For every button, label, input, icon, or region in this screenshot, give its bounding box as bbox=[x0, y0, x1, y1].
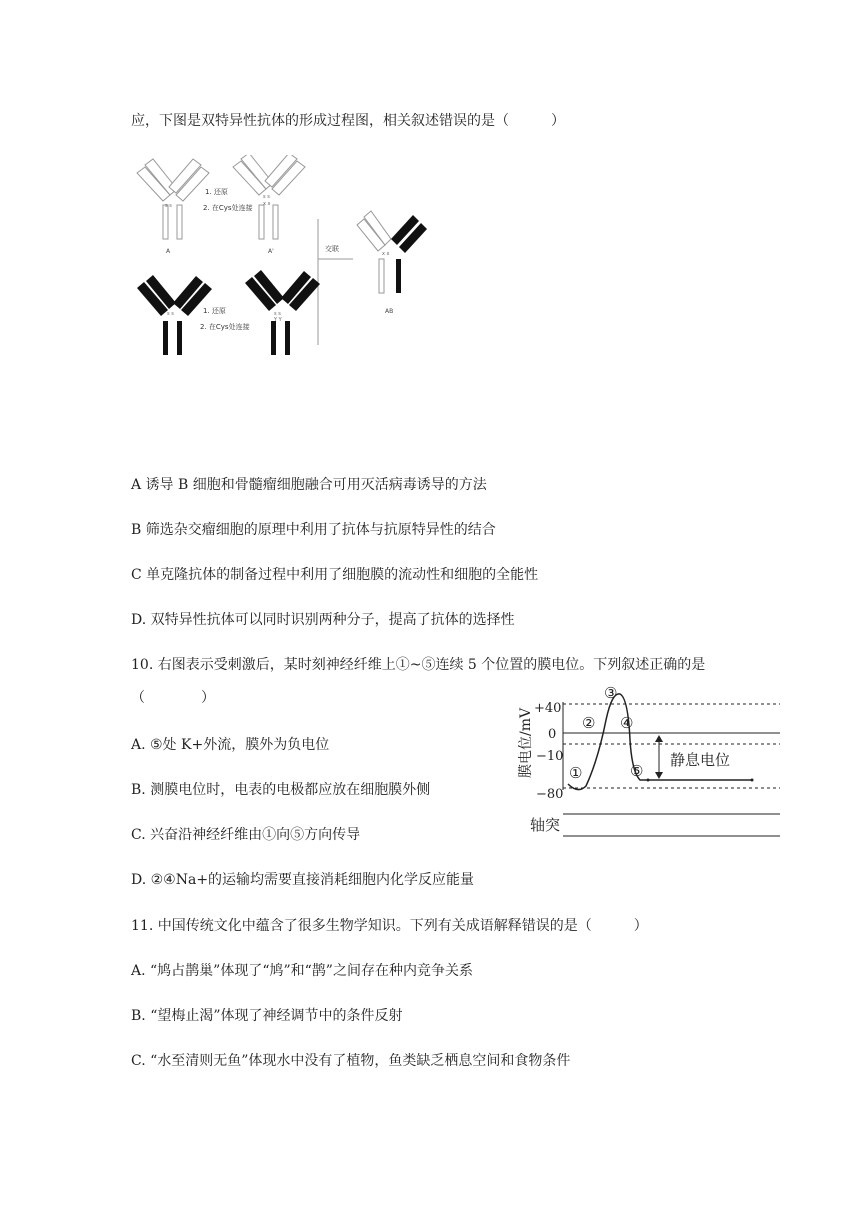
q10-option-d: D. ②④Na+的运输均需要直接消耗细胞内化学反应能量 bbox=[131, 872, 475, 888]
question-11-stem: 11. 中国传统文化中蕴含了很多生物学知识。下列有关成语解释错误的是（ ） bbox=[131, 918, 648, 934]
q9-option-d: D. 双特异性抗体可以同时识别两种分子，提高了抗体的选择性 bbox=[131, 612, 515, 628]
step2-label: 2. 在Cys处连接 bbox=[203, 204, 253, 212]
label-ab: AB bbox=[385, 308, 394, 315]
q11-option-a: A. “鸠占鹊巢”体现了“鸠”和“鹊”之间存在种内竞争关系 bbox=[131, 963, 473, 979]
q9-option-c: C 单克隆抗体的制备过程中利用了细胞膜的流动性和细胞的全能性 bbox=[131, 567, 539, 583]
step1-label: 1. 还原 bbox=[205, 188, 228, 196]
marker-3: ③ bbox=[604, 684, 618, 702]
tick-minus10: −10 bbox=[536, 749, 564, 764]
svg-text:Y Y: Y Y bbox=[274, 317, 282, 323]
tick-0: 0 bbox=[548, 727, 557, 742]
q10-option-a: A. ⑤处 K+外流，膜外为负电位 bbox=[131, 737, 330, 753]
marker-5: ⑤ bbox=[630, 762, 644, 780]
svg-text:s s: s s bbox=[165, 203, 172, 209]
q11-option-c: C. “水至清则无鱼”体现水中没有了植物，鱼类缺乏栖息空间和食物条件 bbox=[131, 1053, 571, 1069]
label-a: A bbox=[166, 248, 171, 255]
antibody-ab bbox=[357, 211, 427, 293]
svg-text:x x: x x bbox=[382, 251, 390, 257]
antibody-formation-figure bbox=[125, 155, 445, 355]
antibody-b-dark bbox=[137, 275, 212, 355]
svg-text:s s: s s bbox=[274, 311, 281, 317]
resting-potential-label: 静息电位 bbox=[670, 751, 731, 769]
q11-option-b: B. “望梅止渴”体现了神经调节中的条件反射 bbox=[131, 1008, 403, 1024]
label-a-prime: A' bbox=[268, 248, 274, 255]
svg-text:x x: x x bbox=[263, 201, 271, 207]
q9-option-a: A 诱导 B 细胞和骨髓瘤细胞融合可用灭活病毒诱导的方法 bbox=[131, 477, 487, 493]
step1b-label: 1. 还原 bbox=[203, 307, 226, 315]
antibody-a-light bbox=[137, 159, 209, 239]
membrane-potential-figure bbox=[508, 680, 788, 840]
antibody-b-prime bbox=[245, 270, 320, 355]
axon-label: 轴突 bbox=[530, 816, 561, 834]
q10-option-b: B. 测膜电位时，电表的电极都应放在细胞膜外侧 bbox=[131, 782, 431, 798]
marker-2: ② bbox=[582, 714, 596, 732]
q9-option-b: B 筛选杂交瘤细胞的原理中利用了抗体与抗原特异性的结合 bbox=[131, 522, 496, 538]
question-10-paren: （ ） bbox=[131, 690, 215, 706]
tick-plus40: +40 bbox=[534, 701, 562, 716]
q10-option-c: C. 兴奋沿神经纤维由①向⑤方向传导 bbox=[131, 827, 361, 843]
question-10-stem: 10. 右图表示受刺激后，某时刻神经纤维上①~⑤连续 5 个位置的膜电位。下列叙述正确的是 bbox=[131, 657, 706, 673]
marker-4: ④ bbox=[620, 714, 634, 732]
question-9-stem: 应，下图是双特异性抗体的形成过程图，相关叙述错误的是（ ） bbox=[131, 113, 565, 129]
tick-minus80: −80 bbox=[536, 787, 564, 802]
marker-1: ① bbox=[569, 764, 583, 782]
y-axis-label: 膜电位/mV bbox=[518, 707, 534, 778]
svg-text:s s: s s bbox=[263, 194, 270, 200]
crosslink-label: 交联 bbox=[325, 245, 339, 253]
step2b-label: 2. 在Cys处连接 bbox=[200, 323, 250, 331]
svg-text:s s: s s bbox=[167, 311, 174, 317]
